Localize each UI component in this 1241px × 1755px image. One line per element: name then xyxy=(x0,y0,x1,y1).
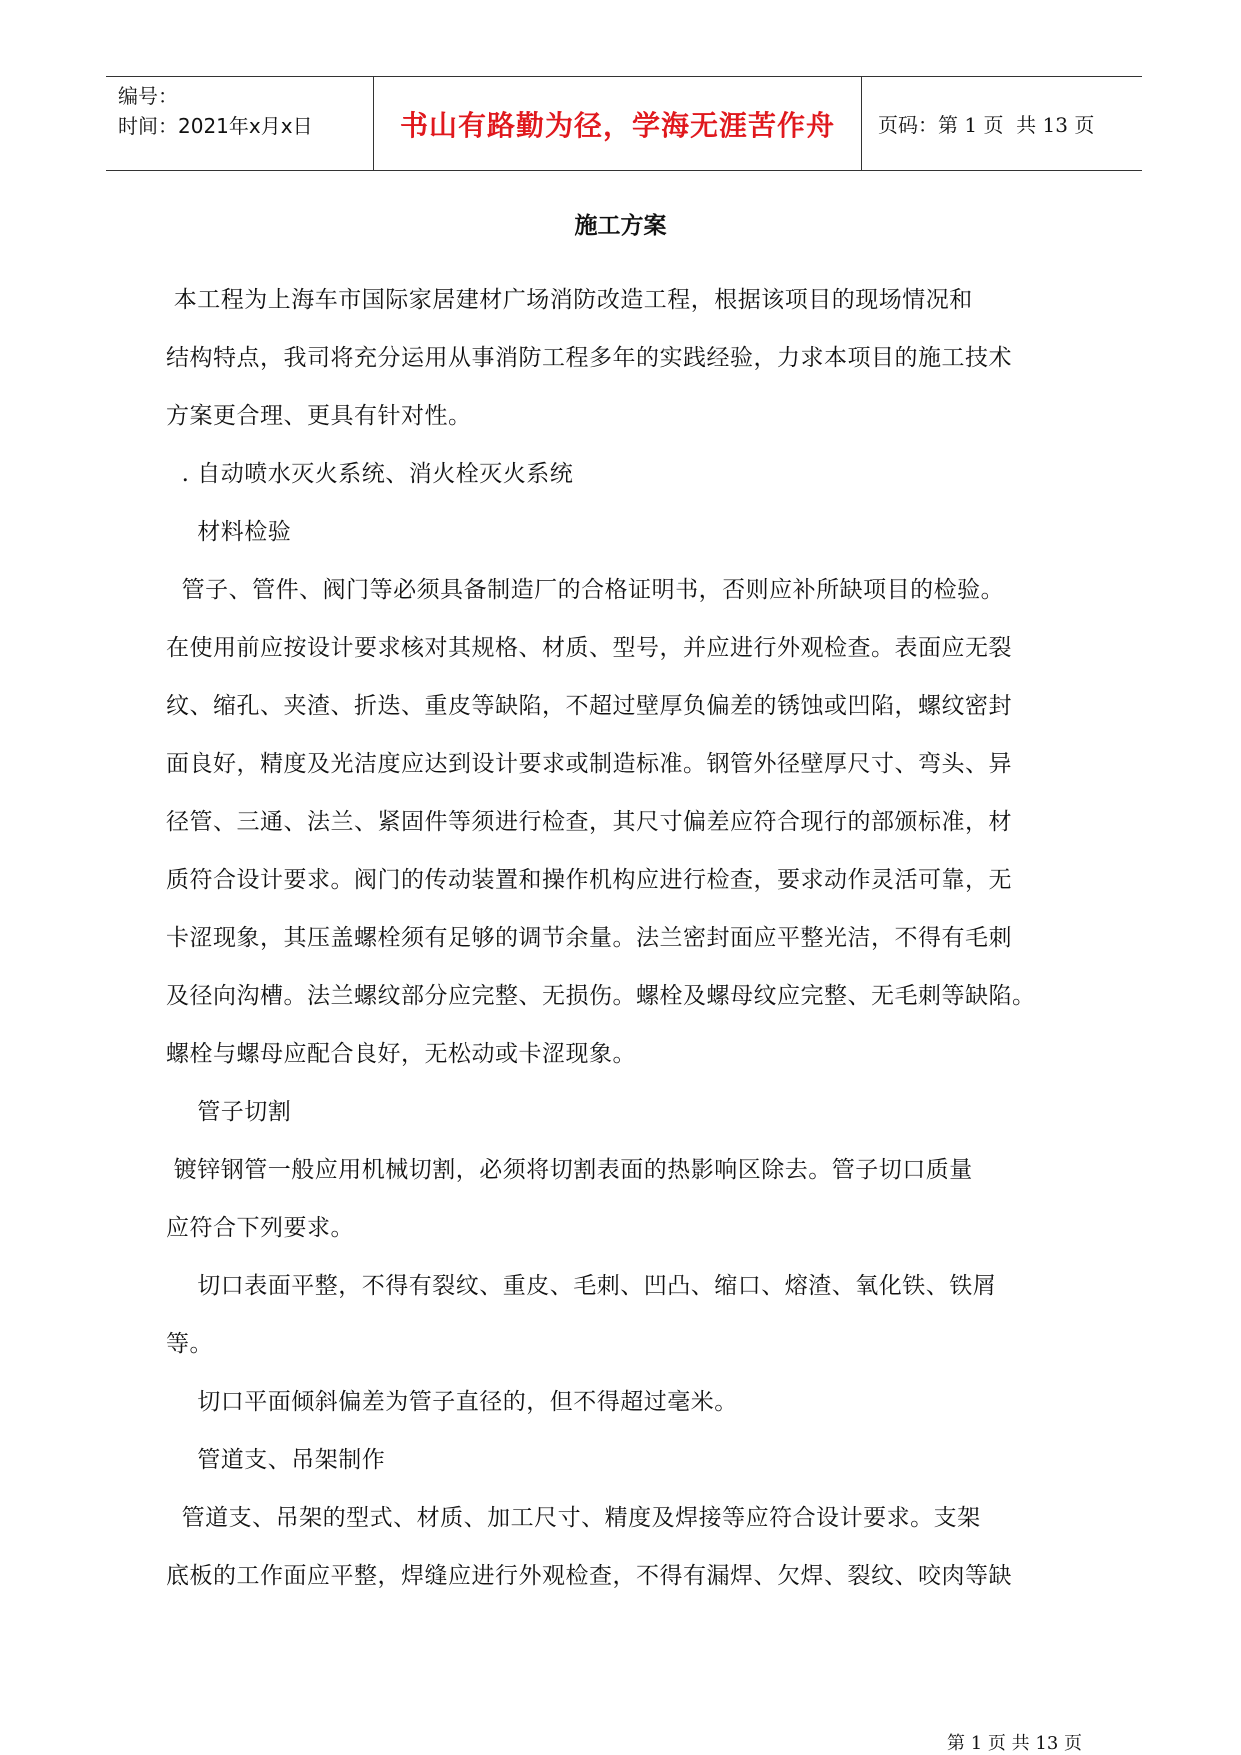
document-header xyxy=(106,76,1142,171)
section-heading: 管道支、吊架制作 xyxy=(166,1447,386,1473)
body-line: 在使用前应按设计要求核对其规格、材质、型号，并应进行外观检查。表面应无裂 xyxy=(166,635,1012,661)
body-line: 本工程为上海车市国际家居建材广场消防改造工程，根据该项目的现场情况和 xyxy=(166,287,973,313)
body-line: 纹、缩孔、夹渣、折迭、重皮等缺陷，不超过壁厚负偏差的锈蚀或凹陷，螺纹密封 xyxy=(166,693,1012,719)
body-line: 应符合下列要求。 xyxy=(166,1215,354,1241)
header-page-info: 页码：第 1 页 共 13 页 xyxy=(878,113,1095,137)
header-motto: 书山有路勤为径，学海无涯苦作舟 xyxy=(399,108,835,142)
body-line: 管道支、吊架的型式、材质、加工尺寸、精度及焊接等应符合设计要求。支架 xyxy=(166,1505,981,1531)
body-line: 管子、管件、阀门等必须具备制造厂的合格证明书，否则应补所缺项目的检验。 xyxy=(166,577,1005,603)
document-title: 施工方案 xyxy=(574,212,667,239)
page-footer: 第 1 页 共 13 页 xyxy=(947,1733,1082,1754)
number-label: 编号： xyxy=(118,84,178,108)
section-heading: 管子切割 xyxy=(166,1099,292,1125)
body-line: 螺栓与螺母应配合良好，无松动或卡涩现象。 xyxy=(166,1041,636,1067)
body-line: 面良好，精度及光洁度应达到设计要求或制造标准。钢管外径壁厚尺寸、弯头、异 xyxy=(166,751,1012,777)
body-line: 卡涩现象，其压盖螺栓须有足够的调节余量。法兰密封面应平整光洁，不得有毛刺 xyxy=(166,925,1012,951)
body-line: 切口表面平整，不得有裂纹、重皮、毛刺、凹凸、缩口、熔渣、氧化铁、铁屑 xyxy=(166,1273,997,1299)
body-line: 结构特点，我司将充分运用从事消防工程多年的实践经验，力求本项目的施工技术 xyxy=(166,345,1012,371)
body-line: 及径向沟槽。法兰螺纹部分应完整、无损伤。螺栓及螺母纹应完整、无毛刺等缺陷。 xyxy=(166,983,1036,1009)
body-line: 底板的工作面应平整，焊缝应进行外观检查，不得有漏焊、欠焊、裂纹、咬肉等缺 xyxy=(166,1563,1012,1589)
time-label: 时间：2021年x月x日 xyxy=(118,114,313,138)
section-heading: 材料检验 xyxy=(166,519,292,545)
body-line: 切口平面倾斜偏差为管子直径的，但不得超过毫米。 xyxy=(166,1389,738,1415)
body-line: 方案更合理、更具有针对性。 xyxy=(166,403,472,429)
body-line: 等。 xyxy=(166,1331,213,1357)
document-body xyxy=(166,271,1086,1605)
section-heading: . 自动喷水灭火系统、消火栓灭火系统 xyxy=(166,461,574,487)
body-line: 径管、三通、法兰、紧固件等须进行检查，其尺寸偏差应符合现行的部颁标准，材 xyxy=(166,809,1012,835)
body-line: 质符合设计要求。阀门的传动装置和操作机构应进行检查，要求动作灵活可靠，无 xyxy=(166,867,1012,893)
body-line: 镀锌钢管一般应用机械切割，必须将切割表面的热影响区除去。管子切口质量 xyxy=(166,1157,973,1183)
header-meta xyxy=(118,81,368,141)
